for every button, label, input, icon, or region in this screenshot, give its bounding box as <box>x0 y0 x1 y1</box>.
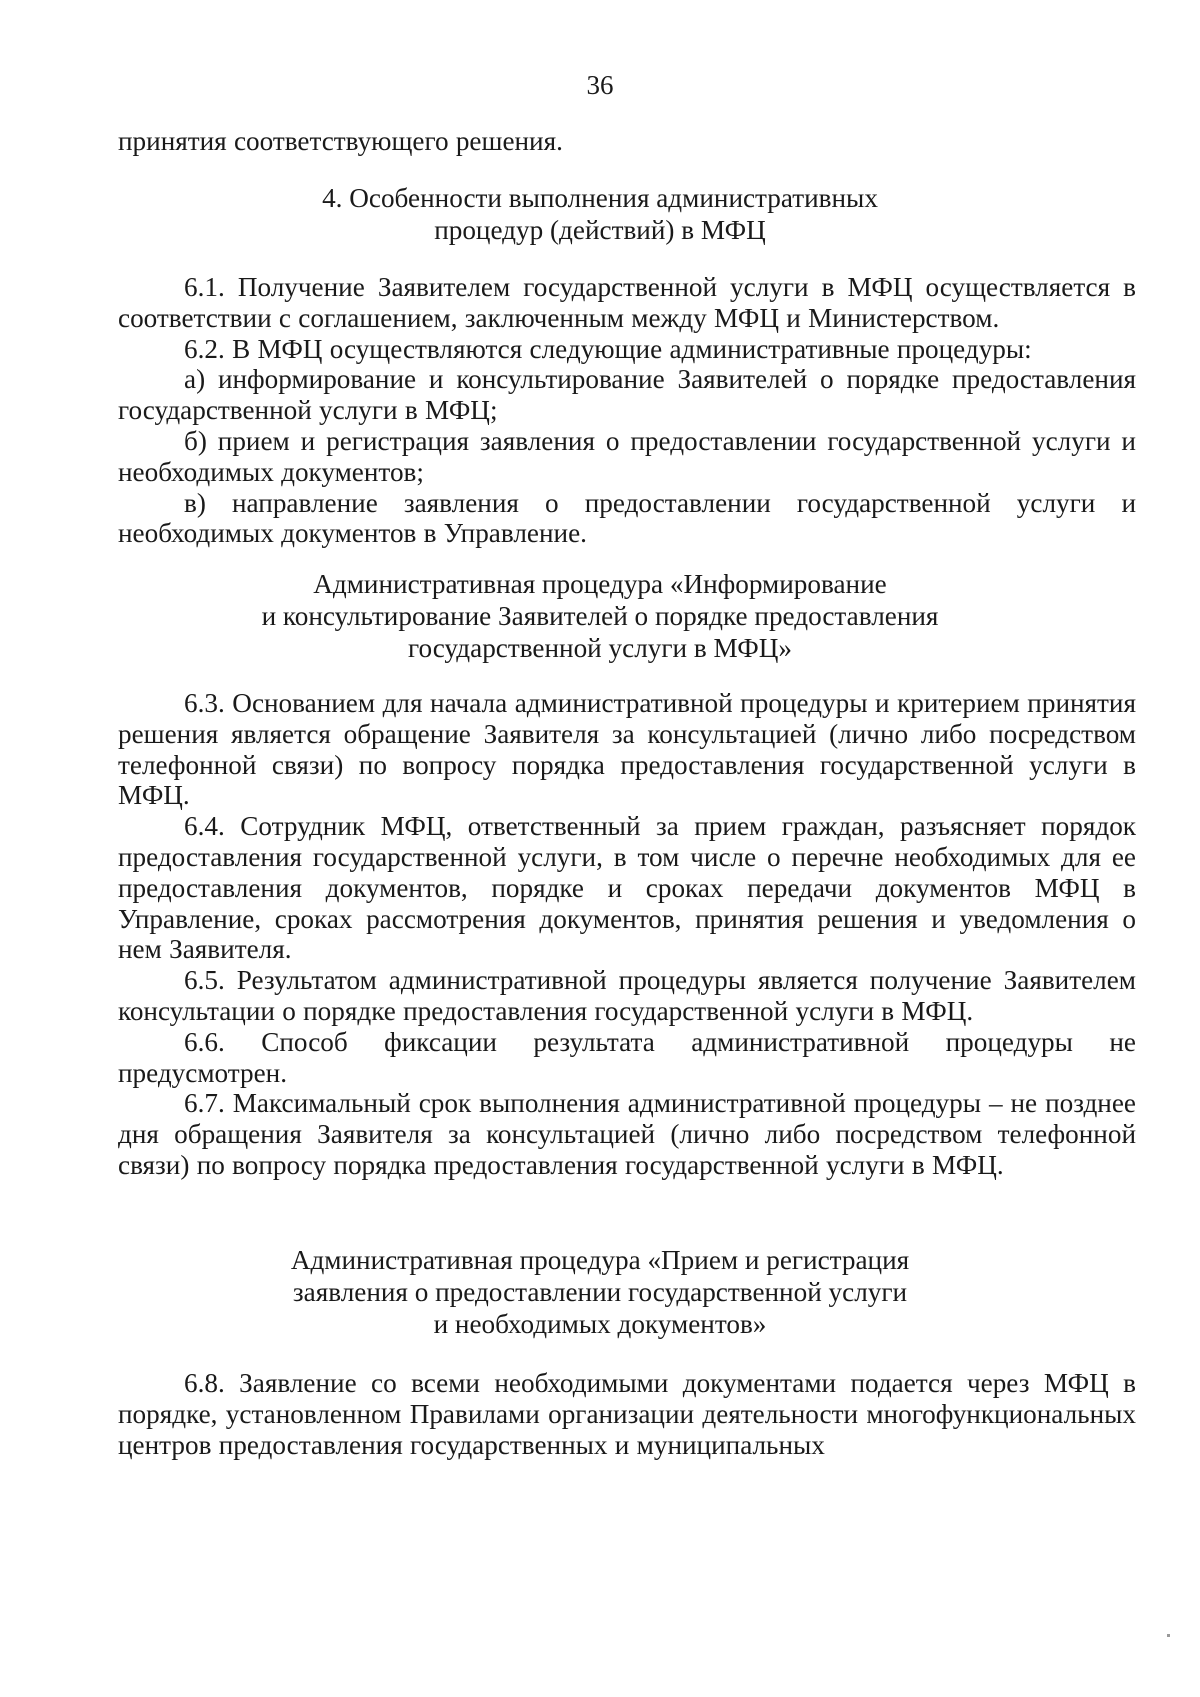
paragraph-6-4: 6.4. Сотрудник МФЦ, ответственный за прием граждан, разъясняет порядок предоставления государственной услуги, в том числе о перечне необходимых для ее предоставления документов, порядке и сроках передачи документов МФЦ в Управление, сроках рассмотрения документов, принятия решения и уведомления о нем Заявителя. <box>118 811 1136 965</box>
procedure-heading-reception-line-1: Административная процедура «Прием и регистрация <box>290 1245 910 1275</box>
procedure-heading-reception <box>0 1244 1200 1340</box>
section-heading-line-2: процедур (действий) в МФЦ <box>434 215 766 245</box>
procedure-heading-informing <box>0 568 1200 664</box>
list-item-a: а) информирование и консультирование Заявителей о порядке предоставления государственной услуги в МФЦ; <box>118 364 1136 426</box>
paragraphs-block-1 <box>118 272 1136 549</box>
list-item-b: б) прием и регистрация заявления о предоставлении государственной услуги и необходимых документов; <box>118 425 1136 487</box>
procedure-heading-informing-line-3: государственной услуги в МФЦ» <box>407 633 793 663</box>
procedure-heading-informing-line-2: и консультирование Заявителей о порядке предоставления <box>261 601 939 631</box>
scan-speck <box>1167 1634 1170 1637</box>
paragraph-6-3: 6.3. Основанием для начала административной процедуры и критерием принятия решения является обращение Заявителя за консультацией (лично либо посредством телефонной связи) по вопросу порядка предоставления государственной услуги в МФЦ. <box>118 688 1136 811</box>
procedure-heading-reception-line-3: и необходимых документов» <box>433 1309 767 1339</box>
paragraph-6-1: 6.1. Получение Заявителем государственной услуги в МФЦ осуществляется в соответствии с соглашением, заключенным между МФЦ и Министерством. <box>118 272 1136 333</box>
section-heading-line-1: 4. Особенности выполнения административных <box>322 183 878 213</box>
page-number: 36 <box>586 70 614 100</box>
paragraph-6-6: 6.6. Способ фиксации результата административной процедуры не предусмотрен. <box>118 1026 1136 1088</box>
paragraph-6-7: 6.7. Максимальный срок выполнения административной процедуры – не позднее дня обращения Заявителя за консультацией (лично либо посредством телефонной связи) по вопросу порядка предоставления государственной услуги в МФЦ. <box>118 1088 1136 1180</box>
paragraph-6-8: 6.8. Заявление со всеми необходимыми документами подается через МФЦ в порядке, установленном Правилами организации деятельности многофункциональных центров предоставления государственных и муниципальных <box>118 1368 1136 1460</box>
intro-continuation: принятия соответствующего решения. <box>118 126 563 156</box>
paragraphs-block-2 <box>118 688 1136 1181</box>
procedure-heading-reception-line-2: заявления о предоставлении государственной услуги <box>292 1277 908 1307</box>
paragraphs-block-3 <box>118 1368 1136 1460</box>
paragraph-6-2: 6.2. В МФЦ осуществляются следующие административные процедуры: <box>184 333 1032 364</box>
section-heading <box>0 182 1200 246</box>
paragraph-6-5: 6.5. Результатом административной процедуры является получение Заявителем консультации о порядке предоставления государственной услуги в МФЦ. <box>118 965 1136 1026</box>
procedure-heading-informing-line-1: Административная процедура «Информирование <box>313 569 887 599</box>
intro-continuation-block <box>118 126 1136 157</box>
list-item-v: в) направление заявления о предоставлении государственной услуги и необходимых документов в Управление. <box>118 487 1136 549</box>
